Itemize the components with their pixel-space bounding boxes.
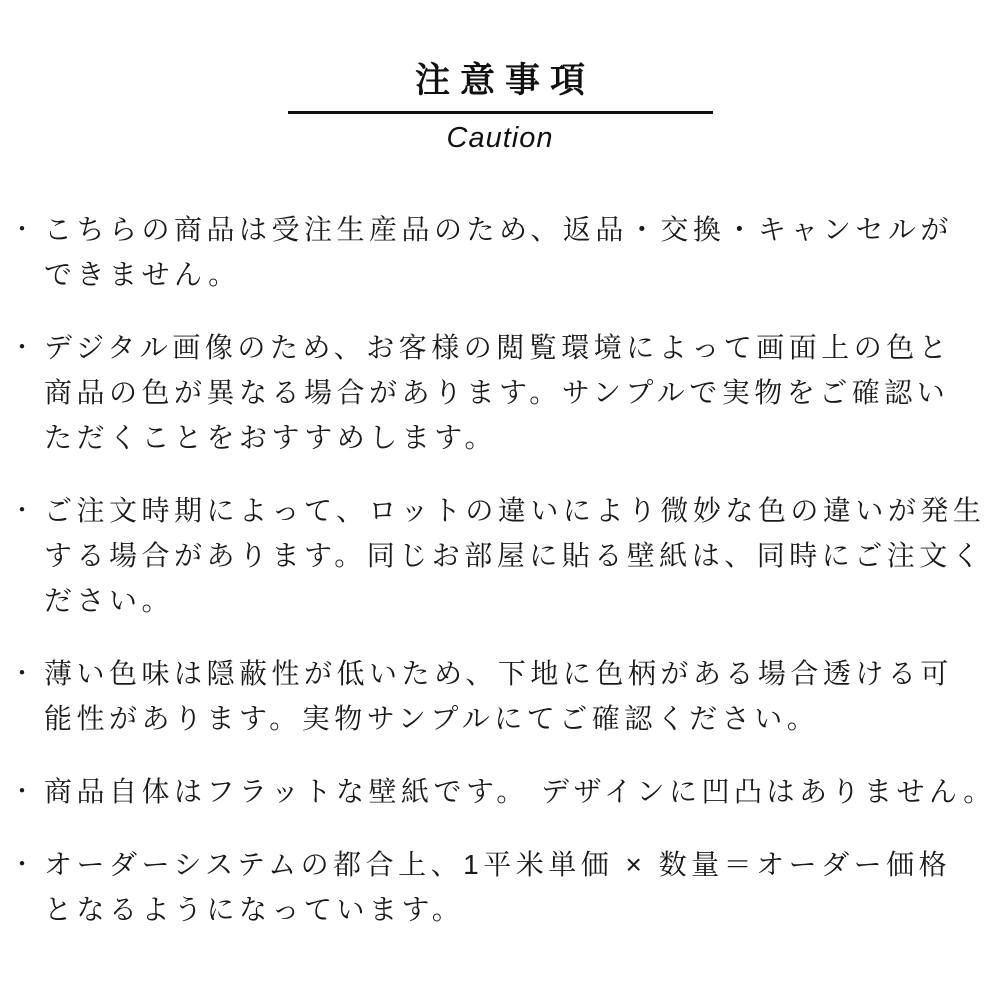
caution-line: 商品自体はフラットな壁紙です。 デザインに凹凸はありません。 bbox=[44, 776, 996, 807]
caution-list bbox=[0, 207, 1000, 932]
caution-line: 商品の色が異なる場合があります。サンプルで実物をご確認い bbox=[44, 377, 950, 408]
caution-line: となるようになっています。 bbox=[44, 894, 465, 925]
bullet-marker: ・ bbox=[10, 778, 39, 805]
caution-item-returns bbox=[10, 207, 1000, 297]
caution-item-text bbox=[44, 488, 985, 623]
page-subtitle: Caution bbox=[446, 122, 554, 154]
caution-line: ただくことをおすすめします。 bbox=[44, 422, 498, 453]
caution-item-lot-difference bbox=[10, 488, 1000, 623]
page-title: 注意事項 bbox=[414, 61, 595, 100]
caution-line: する場合があります。同じお部屋に貼る壁紙は、同時にご注文く bbox=[44, 540, 985, 571]
bullet-marker: ・ bbox=[10, 334, 39, 361]
caution-item-text bbox=[44, 842, 951, 932]
caution-line: オーダーシステムの都合上、1平米単価 × 数量＝オーダー価格 bbox=[44, 849, 952, 880]
bullet-marker: ・ bbox=[10, 660, 39, 687]
caution-item-text bbox=[44, 325, 951, 460]
bullet-marker: ・ bbox=[10, 851, 39, 878]
caution-line: 薄い色味は隠蔽性が低いため、下地に色柄がある場合透ける可 bbox=[44, 658, 953, 689]
bullet-marker: ・ bbox=[10, 497, 39, 524]
caution-item-flat-design bbox=[10, 769, 1000, 814]
page-header bbox=[0, 62, 1000, 153]
bullet-marker: ・ bbox=[10, 216, 39, 243]
caution-line: 能性があります。実物サンプルにてご確認ください。 bbox=[44, 703, 820, 734]
caution-item-transparency bbox=[10, 651, 1000, 741]
caution-item-order-system bbox=[10, 842, 1000, 932]
title-divider bbox=[288, 111, 713, 114]
caution-line: ご注文時期によって、ロットの違いにより微妙な色の違いが発生 bbox=[44, 495, 986, 526]
caution-item-text bbox=[44, 207, 953, 297]
caution-item-text bbox=[44, 651, 953, 741]
caution-item-text bbox=[44, 769, 996, 814]
caution-item-color-difference bbox=[10, 325, 1000, 460]
caution-line: デジタル画像のため、お客様の閲覧環境によって画面上の色と bbox=[44, 332, 952, 363]
caution-line: ださい。 bbox=[44, 585, 175, 616]
caution-line: できません。 bbox=[44, 259, 241, 290]
caution-line: こちらの商品は受注生産品のため、返品・交換・キャンセルが bbox=[44, 214, 953, 245]
